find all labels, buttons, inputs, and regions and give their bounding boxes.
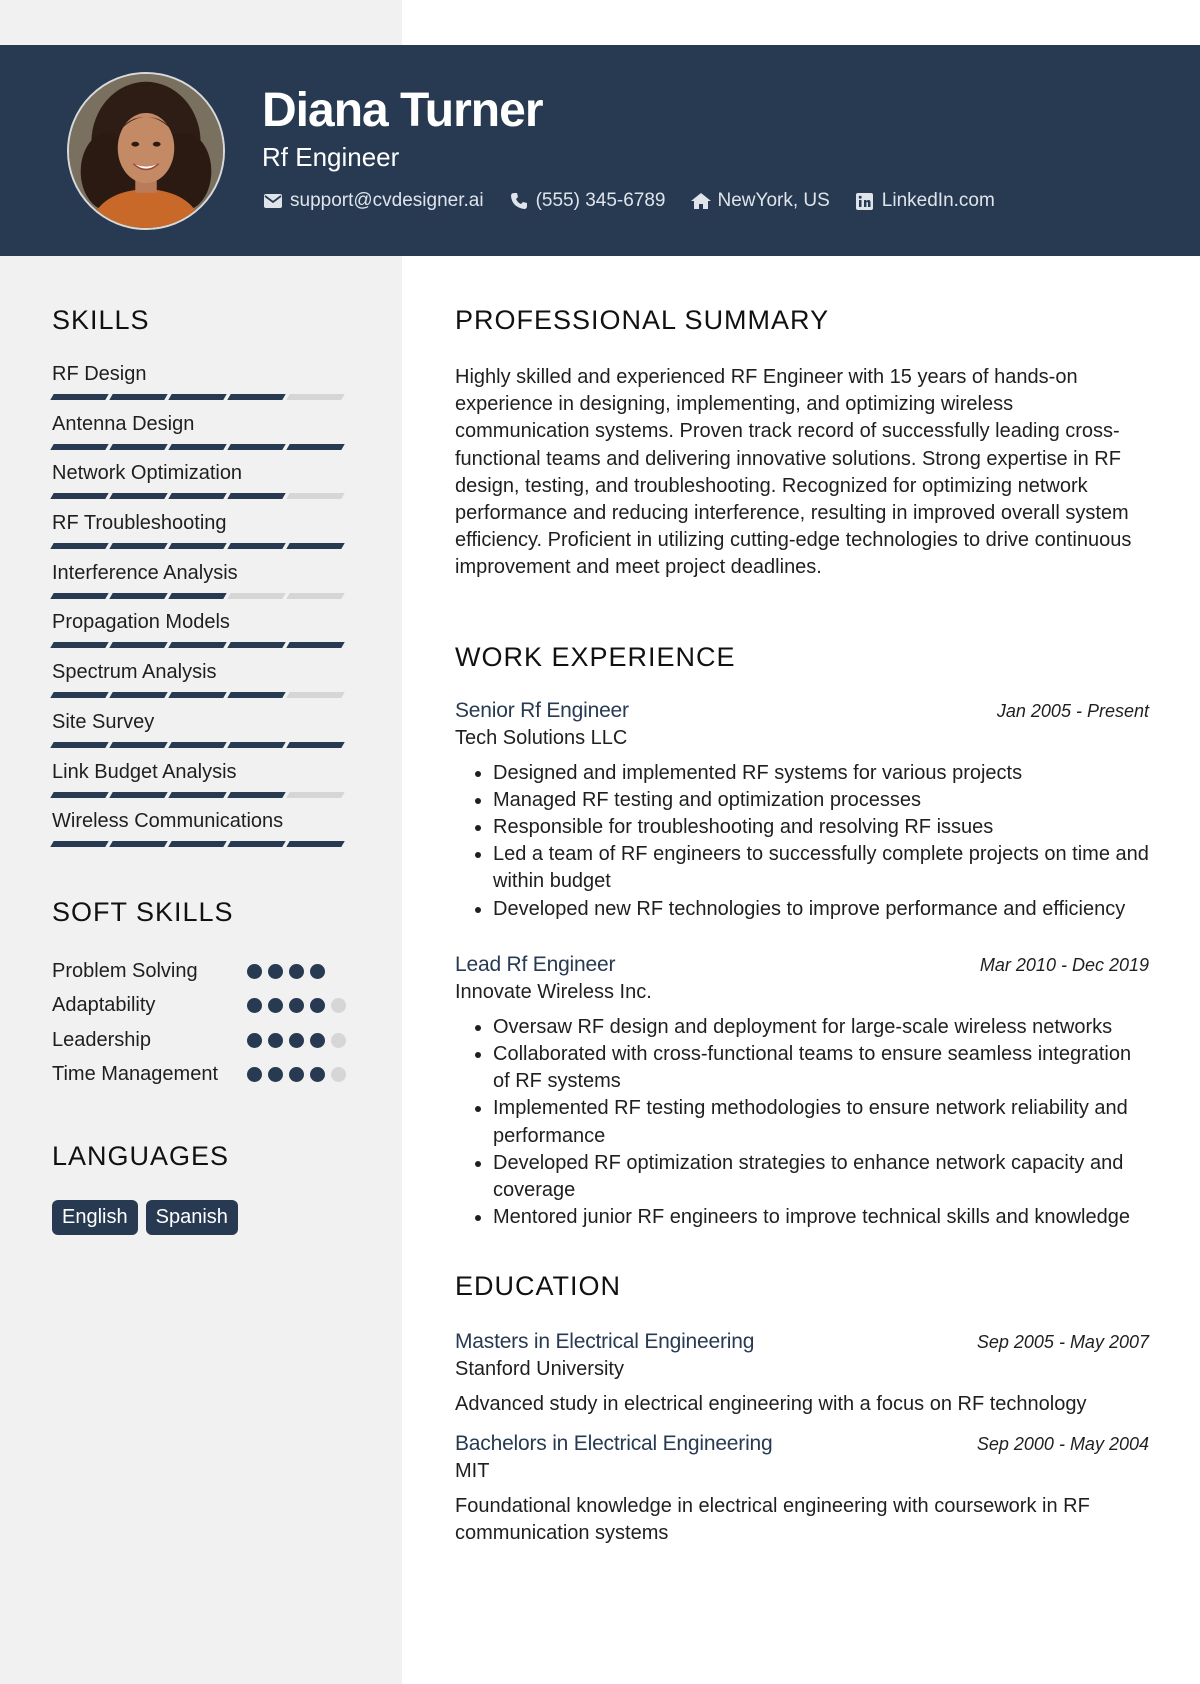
soft-skill-item: [52, 1027, 352, 1062]
language-badge: Spanish: [146, 1200, 238, 1235]
skill-level-segment: [109, 493, 167, 499]
contact-phone[interactable]: [508, 190, 666, 212]
skill-name: Antenna Design: [52, 412, 195, 435]
job-bullet: • Implemented RF testing methodologies to ensure network reliability and performance: [493, 1095, 1149, 1149]
soft-skill-rating: [247, 1067, 352, 1082]
skill-item: [52, 809, 352, 859]
soft-skill-name: Time Management: [52, 1063, 218, 1086]
skill-level-segment: [227, 692, 285, 698]
skill-name: Network Optimization: [52, 462, 243, 485]
soft-skill-item: [52, 1061, 352, 1125]
skill-level-bar: [52, 394, 352, 400]
rating-dot: [289, 964, 304, 979]
skill-level-bar: [52, 543, 352, 549]
education-heading: EDUCATION: [455, 1271, 622, 1302]
rating-dot: [331, 1067, 346, 1082]
education-date: Sep 2005 - May 2007: [976, 1332, 1149, 1353]
candidate-name: Diana Turner: [262, 84, 543, 137]
left-column: [52, 305, 352, 1235]
soft-skill-rating: [247, 998, 352, 1013]
skill-level-bar: [52, 742, 352, 748]
home-icon: [690, 191, 712, 211]
skill-name: RF Troubleshooting: [52, 512, 227, 535]
skill-level-segment: [227, 642, 285, 648]
skill-level-segment: [109, 593, 167, 599]
skill-level-segment: [286, 394, 344, 400]
skill-level-segment: [50, 593, 108, 599]
skill-level-segment: [286, 543, 344, 549]
rating-dot: [268, 964, 283, 979]
resume-header: [0, 45, 1200, 256]
education-description: Advanced study in electrical engineering with a focus on RF technology: [455, 1393, 1087, 1416]
soft-skill-item: [52, 992, 352, 1027]
job-title: Lead Rf Engineer: [455, 952, 616, 976]
skill-level-segment: [50, 444, 108, 450]
contact-linkedin[interactable]: [854, 190, 995, 212]
rating-dot: [310, 998, 325, 1013]
skill-level-bar: [52, 642, 352, 648]
skill-level-segment: [109, 692, 167, 698]
skill-level-segment: [109, 642, 167, 648]
rating-dot: [247, 1067, 262, 1082]
skill-name: Site Survey: [52, 710, 155, 733]
job-bullet: • Designed and implemented RF systems for various projects: [493, 760, 1149, 787]
skill-level-segment: [286, 841, 344, 847]
job-bullet: • Developed new RF technologies to improve performance and efficiency: [493, 896, 1149, 923]
contact-email-text: support@cvdesigner.ai: [290, 190, 484, 211]
languages-heading: LANGUAGES: [52, 1141, 230, 1172]
right-column: [455, 305, 1149, 1547]
skill-item: [52, 362, 352, 412]
rating-dot: [268, 1033, 283, 1048]
job-entry: [455, 953, 1149, 1232]
skill-level-segment: [286, 493, 344, 499]
skill-level-segment: [286, 792, 344, 798]
rating-dot: [310, 964, 325, 979]
job-date: Mar 2010 - Dec 2019: [979, 954, 1149, 975]
skill-level-segment: [286, 444, 344, 450]
linkedin-icon: [854, 191, 876, 211]
skill-level-bar: [52, 444, 352, 450]
envelope-icon: [262, 191, 284, 211]
skill-level-segment: [168, 543, 226, 549]
rating-dot: [268, 998, 283, 1013]
rating-dot: [268, 1067, 283, 1082]
skill-level-segment: [109, 543, 167, 549]
skills-heading: SKILLS: [52, 305, 150, 335]
skill-level-bar: [52, 841, 352, 847]
skill-level-segment: [286, 642, 344, 648]
education-description: Foundational knowledge in electrical engineering with coursework in RF communication systems: [455, 1495, 1090, 1545]
education-entry: [455, 1330, 1149, 1418]
skill-level-segment: [50, 742, 108, 748]
skill-level-segment: [168, 642, 226, 648]
education-entry: [455, 1432, 1149, 1547]
job-bullet: • Developed RF optimization strategies to enhance network capacity and coverage: [493, 1150, 1149, 1204]
job-bullet: • Managed RF testing and optimization processes: [493, 787, 1149, 814]
company-name: Tech Solutions LLC: [455, 726, 628, 749]
skill-level-segment: [286, 593, 344, 599]
skill-level-bar: [52, 692, 352, 698]
job-bullet: • Mentored junior RF engineers to improve technical skills and knowledge: [493, 1204, 1149, 1231]
skill-item: [52, 760, 352, 810]
job-bullet: • Led a team of RF engineers to successfully complete projects on time and within budget: [493, 841, 1149, 895]
contact-location[interactable]: [690, 190, 830, 212]
job-entry: [455, 699, 1149, 923]
company-name: Innovate Wireless Inc.: [455, 980, 652, 1003]
skill-level-segment: [50, 841, 108, 847]
degree-title: Masters in Electrical Engineering: [455, 1330, 755, 1354]
language-badge: English: [52, 1200, 138, 1235]
contact-location-text: NewYork, US: [717, 190, 830, 211]
skill-level-segment: [109, 742, 167, 748]
skill-name: Spectrum Analysis: [52, 661, 217, 684]
skill-level-segment: [168, 792, 226, 798]
skill-level-segment: [227, 394, 285, 400]
skill-level-bar: [52, 493, 352, 499]
skill-level-segment: [50, 692, 108, 698]
rating-dot: [310, 1033, 325, 1048]
summary-heading: PROFESSIONAL SUMMARY: [455, 305, 830, 335]
rating-dot: [247, 1033, 262, 1048]
languages-list: [52, 1200, 352, 1235]
skill-level-segment: [50, 792, 108, 798]
job-bullets: [455, 760, 1149, 923]
soft-skill-name: Leadership: [52, 1028, 151, 1051]
degree-title: Bachelors in Electrical Engineering: [455, 1432, 773, 1456]
skill-level-segment: [168, 493, 226, 499]
school-name: MIT: [455, 1460, 490, 1483]
contact-bar: [262, 190, 1019, 212]
job-bullet: • Oversaw RF design and deployment for large-scale wireless networks: [493, 1014, 1149, 1041]
rating-dot: [331, 1033, 346, 1048]
rating-dot: [289, 998, 304, 1013]
job-date: Jan 2005 - Present: [996, 700, 1149, 721]
rating-dot: [310, 1067, 325, 1082]
skill-level-segment: [168, 841, 226, 847]
work-heading: WORK EXPERIENCE: [455, 641, 736, 672]
skill-level-segment: [227, 543, 285, 549]
skill-level-segment: [50, 493, 108, 499]
job-bullet: • Collaborated with cross-functional teams to ensure seamless integration of RF systems: [493, 1041, 1149, 1095]
rating-dot: [331, 998, 346, 1013]
contact-linkedin-text: LinkedIn.com: [881, 190, 995, 211]
rating-dot: [247, 964, 262, 979]
skill-level-segment: [168, 692, 226, 698]
skill-name: Propagation Models: [52, 611, 230, 634]
skill-level-segment: [227, 792, 285, 798]
soft-skill-rating: [247, 1033, 352, 1048]
skill-level-segment: [168, 593, 226, 599]
skill-level-segment: [109, 792, 167, 798]
school-name: Stanford University: [455, 1358, 624, 1381]
skill-level-segment: [227, 742, 285, 748]
skill-name: Wireless Communications: [52, 810, 284, 833]
education-date: Sep 2000 - May 2004: [976, 1434, 1149, 1455]
skill-name: RF Design: [52, 363, 147, 385]
skill-item: [52, 660, 352, 710]
skill-item: [52, 610, 352, 660]
profile-photo: [67, 72, 225, 230]
skill-level-segment: [168, 444, 226, 450]
skill-name: Link Budget Analysis: [52, 760, 237, 783]
rating-dot: [247, 998, 262, 1013]
skill-item: [52, 461, 352, 511]
skill-level-segment: [50, 394, 108, 400]
skill-item: [52, 412, 352, 462]
job-bullets: [455, 1014, 1149, 1232]
job-title: Senior Rf Engineer: [455, 698, 629, 722]
candidate-role: Rf Engineer: [262, 142, 400, 172]
contact-phone-text: (555) 345-6789: [535, 190, 666, 211]
soft-skills-heading: SOFT SKILLS: [52, 896, 234, 927]
skill-item: [52, 561, 352, 611]
skill-level-bar: [52, 792, 352, 798]
rating-dot: [289, 1067, 304, 1082]
skill-level-segment: [168, 394, 226, 400]
job-bullet: • Responsible for troubleshooting and resolving RF issues: [493, 814, 1149, 841]
rating-dot: [289, 1033, 304, 1048]
skill-level-segment: [227, 841, 285, 847]
skill-item: [52, 511, 352, 561]
skill-level-segment: [109, 394, 167, 400]
soft-skill-name: Adaptability: [52, 994, 156, 1017]
skill-level-segment: [50, 543, 108, 549]
soft-skills-list: [52, 958, 352, 1126]
skill-level-segment: [227, 593, 285, 599]
skill-level-segment: [168, 742, 226, 748]
skill-level-segment: [286, 742, 344, 748]
skill-level-segment: [50, 642, 108, 648]
skill-level-segment: [109, 841, 167, 847]
skill-level-segment: [109, 444, 167, 450]
phone-icon: [508, 191, 530, 211]
skill-name: Interference Analysis: [52, 561, 238, 584]
soft-skill-item: [52, 958, 352, 993]
skill-item: [52, 710, 352, 760]
skill-level-segment: [286, 692, 344, 698]
skill-level-segment: [227, 444, 285, 450]
soft-skill-name: Problem Solving: [52, 959, 198, 982]
skill-level-bar: [52, 593, 352, 599]
skill-level-segment: [227, 493, 285, 499]
contact-email[interactable]: [262, 190, 484, 212]
soft-skill-rating: [247, 964, 331, 979]
summary-text: Highly skilled and experienced RF Engineer with 15 years of hands-on experience in designing, implementing, and optimizing wireless communication systems. Proven track record of successfully leading cross-functional teams and delivering innovative solutions. Strong expertise in RF design, testing, and troubleshooting. Recognized for optimizing network performance and reducing interference, resulting in improved overall system efficiency. Proficient in utilizing cutting-edge technologies to drive continuous improvement and meet project deadlines.: [455, 366, 1132, 579]
skills-list: [52, 362, 352, 859]
